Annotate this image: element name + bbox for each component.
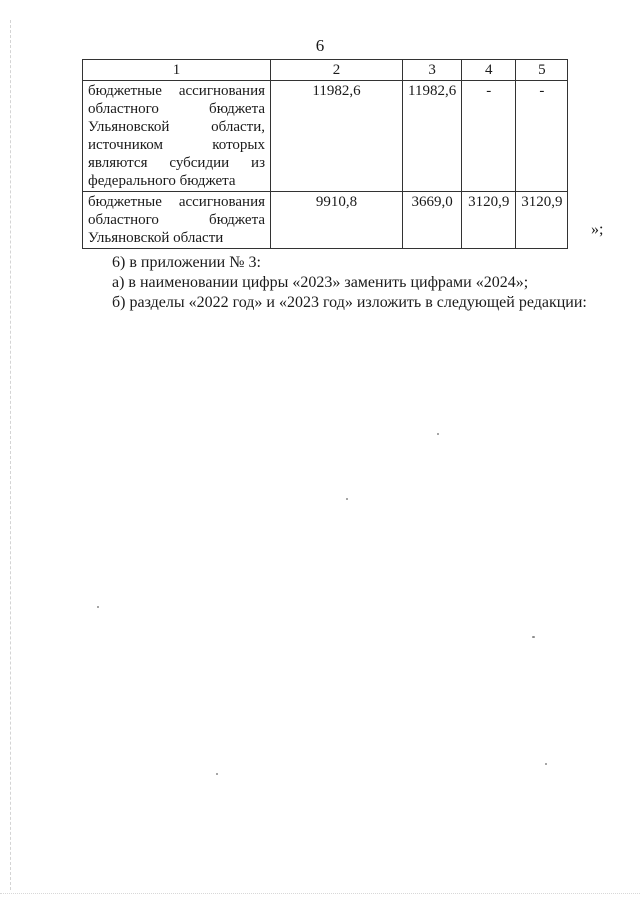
appendix-table: [82, 59, 568, 249]
row-label: бюджетные ассигнования областного бюджета Ульяновской области: [83, 192, 271, 249]
closing-quote: »;: [591, 221, 604, 238]
scan-edge-bottom: [0, 893, 640, 894]
scan-speck: [97, 606, 99, 608]
row-label: бюджетные ассигнования областного бюджета Ульяновской области, источником которых являются субсидии из федерального бюджета: [83, 81, 271, 192]
table-header-cell: 5: [516, 60, 568, 81]
value-cell: 11982,6: [403, 81, 462, 192]
value-cell: -: [462, 81, 516, 192]
page-number: 6: [315, 36, 325, 55]
scan-speck: [216, 773, 218, 775]
amendment-text: [112, 253, 612, 313]
scan-speck: [532, 636, 535, 638]
table-header-row: [83, 60, 568, 81]
table-header-cell: 1: [83, 60, 271, 81]
table-row: [83, 192, 568, 249]
value-cell: 3669,0: [403, 192, 462, 249]
value-cell: 9910,8: [271, 192, 403, 249]
scan-speck: [346, 498, 348, 500]
scan-speck: [437, 433, 439, 435]
table-header-cell: 2: [271, 60, 403, 81]
amendment-line: б) разделы «2022 год» и «2023 год» изложить в следующей редакции:: [112, 294, 587, 311]
value-cell: 11982,6: [271, 81, 403, 192]
value-cell: 3120,9: [462, 192, 516, 249]
amendment-line: а) в наименовании цифры «2023» заменить цифрами «2024»;: [112, 274, 529, 291]
scan-speck: [545, 763, 547, 765]
value-cell: 3120,9: [516, 192, 568, 249]
scan-edge-left: [10, 20, 11, 890]
amendment-line: 6) в приложении № 3:: [112, 254, 261, 271]
table-header-cell: 4: [462, 60, 516, 81]
table-header-cell: 3: [403, 60, 462, 81]
value-cell: -: [516, 81, 568, 192]
table-row: [83, 81, 568, 192]
